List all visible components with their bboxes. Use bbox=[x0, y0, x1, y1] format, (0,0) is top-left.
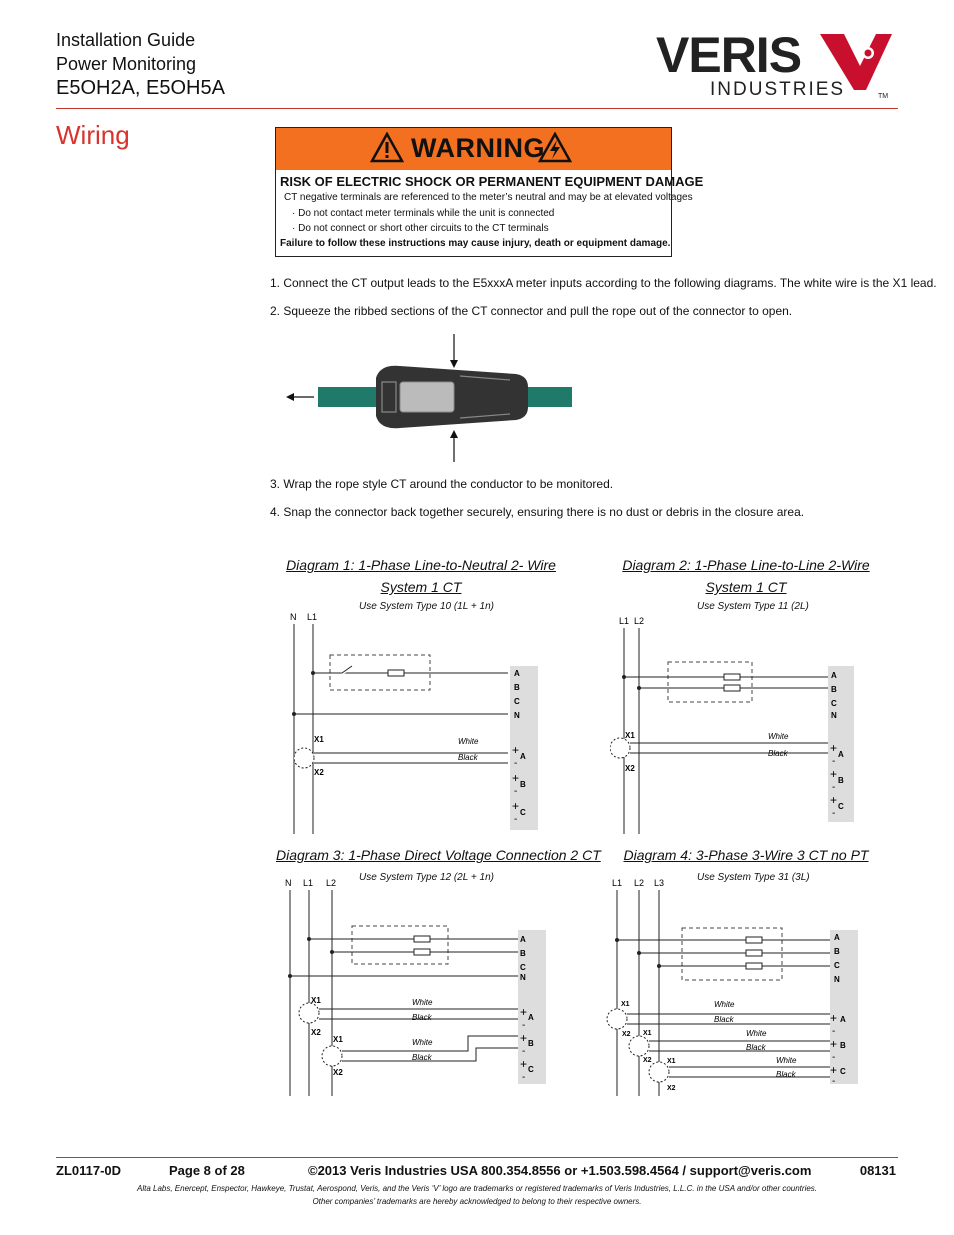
svg-text:-: - bbox=[522, 1046, 526, 1057]
svg-text:-: - bbox=[522, 1020, 526, 1031]
section-title: Wiring bbox=[56, 120, 130, 150]
wire-label-white: White bbox=[458, 737, 479, 746]
fuse-icon bbox=[414, 949, 430, 955]
line-label-l2: L2 bbox=[634, 878, 645, 888]
x1-label: X1 bbox=[333, 1035, 343, 1044]
svg-text:C: C bbox=[528, 1065, 534, 1074]
svg-text:+: + bbox=[520, 1031, 528, 1045]
caution-triangle-icon bbox=[370, 132, 404, 164]
terminal-n: N bbox=[514, 711, 520, 720]
squeeze-arrow-icon bbox=[450, 360, 458, 368]
line-label-l2: L2 bbox=[326, 878, 337, 888]
wire-label-white: White bbox=[412, 998, 433, 1007]
ct-connector-illustration bbox=[280, 330, 580, 464]
diagram-4-system-type: Use System Type 31 (3L) bbox=[697, 872, 810, 883]
pull-arrow-icon bbox=[286, 393, 294, 401]
svg-text:-: - bbox=[514, 814, 518, 825]
fuse-icon bbox=[746, 937, 762, 943]
svg-text:C: C bbox=[831, 699, 837, 708]
wiring-diagram-4 bbox=[606, 876, 866, 1096]
trademark-line: Alta Labs, Enercept, Enspector, Hawkeye, Trustat, Aerospond, Veris, and the Veris ‘V’ logo are trademarks or registered trademarks of Veris Industries, L.L.C. in the USA and/or other countries. bbox=[136, 1184, 818, 1193]
svg-text:+: + bbox=[830, 1063, 838, 1077]
trademark-line: Other companies’ trademarks are hereby acknowledged to belong to their respective owners. bbox=[312, 1197, 642, 1206]
x1-label: X1 bbox=[314, 735, 324, 744]
svg-text:-: - bbox=[832, 756, 836, 767]
header-rule bbox=[56, 108, 898, 109]
terminal-n: N bbox=[831, 711, 837, 720]
svg-text:A: A bbox=[831, 671, 837, 680]
line-label-n: N bbox=[285, 878, 292, 888]
x2-label: X2 bbox=[311, 1028, 321, 1037]
wire-label-white: White bbox=[768, 732, 789, 741]
wiring-diagram-1 bbox=[280, 608, 550, 834]
x1-label: X1 bbox=[625, 731, 635, 740]
svg-text:+: + bbox=[512, 743, 520, 757]
svg-text:-: - bbox=[514, 786, 518, 797]
diagram-3-system-type: Use System Type 12 (2L + 1n) bbox=[359, 872, 494, 883]
svg-text:B: B bbox=[840, 1041, 846, 1050]
fuse-icon bbox=[746, 963, 762, 969]
ct-rope bbox=[318, 387, 378, 407]
doc-number: ZL0117-0D bbox=[56, 1163, 122, 1178]
diagram-2-system-type: Use System Type 11 (2L) bbox=[697, 601, 809, 612]
doc-type: Installation Guide bbox=[56, 30, 196, 50]
diagram-4-title: Diagram 4: 3-Phase 3-Wire 3 CT no PT bbox=[623, 847, 869, 863]
disconnect-box bbox=[668, 662, 752, 702]
line-label-l1: L1 bbox=[619, 616, 630, 626]
wire-label-white: White bbox=[714, 1000, 735, 1009]
wire-label-black: Black bbox=[458, 753, 478, 762]
page-number: Page 8 of 28 bbox=[169, 1163, 245, 1178]
step-3: 3. Wrap the rope style CT around the conductor to be monitored. bbox=[270, 477, 614, 491]
svg-text:-: - bbox=[832, 1026, 836, 1037]
svg-text:-: - bbox=[514, 758, 518, 769]
wiring-diagram-2 bbox=[610, 608, 860, 834]
wire-label-white: White bbox=[412, 1038, 433, 1047]
ct-coil-icon bbox=[610, 738, 630, 758]
diagram-2-title: Diagram 2: 1-Phase Line-to-Line 2-Wire bbox=[622, 557, 870, 573]
ct-coil-icon bbox=[607, 1009, 627, 1029]
svg-text:-: - bbox=[832, 1052, 836, 1063]
ct-coil-icon bbox=[294, 748, 314, 768]
footer-rule bbox=[56, 1157, 898, 1158]
fuse-icon bbox=[414, 936, 430, 942]
ct-coil-icon bbox=[629, 1036, 649, 1056]
svg-text:-: - bbox=[832, 808, 836, 819]
x1-label: X1 bbox=[643, 1030, 652, 1037]
svg-text:+: + bbox=[830, 741, 838, 755]
line-label-l1: L1 bbox=[303, 878, 314, 888]
copyright: ©2013 Veris Industries USA 800.354.8556 or +1.503.598.4564 / support@veris.com bbox=[308, 1163, 812, 1178]
fuse-icon bbox=[724, 685, 740, 691]
veris-logo bbox=[654, 28, 896, 102]
warning-heading: RISK OF ELECTRIC SHOCK OR PERMANENT EQUIPMENT DAMAGE bbox=[280, 174, 704, 189]
svg-text:+: + bbox=[520, 1005, 528, 1019]
svg-text:+: + bbox=[830, 767, 838, 781]
fuse-icon bbox=[746, 950, 762, 956]
svg-text:B: B bbox=[831, 685, 837, 694]
svg-text:A: A bbox=[528, 1013, 534, 1022]
line-label-l1: L1 bbox=[612, 878, 623, 888]
warning-text: CT negative terminals are referenced to the meter’s neutral and may be at elevated voltages bbox=[284, 192, 693, 203]
svg-text:A: A bbox=[838, 750, 844, 759]
svg-text:B: B bbox=[528, 1039, 534, 1048]
svg-text:C: C bbox=[838, 802, 844, 811]
wire-label-black: Black bbox=[768, 749, 788, 758]
svg-text:+: + bbox=[830, 793, 838, 807]
svg-text:+: + bbox=[512, 799, 520, 813]
svg-text:+: + bbox=[520, 1057, 528, 1071]
diagram-1-title: Diagram 1: 1-Phase Line-to-Neutral 2- Wire bbox=[286, 557, 556, 573]
x2-label: X2 bbox=[625, 764, 635, 773]
svg-text:-: - bbox=[832, 1076, 836, 1087]
diagram-2-title-line2: System 1 CT bbox=[705, 579, 787, 595]
svg-text:B: B bbox=[520, 949, 526, 958]
x2-label: X2 bbox=[667, 1085, 676, 1092]
fuse-icon bbox=[724, 674, 740, 680]
model-numbers: E5OH2A, E5OH5A bbox=[56, 77, 225, 99]
squeeze-arrow-icon bbox=[450, 430, 458, 438]
line-label-l3: L3 bbox=[654, 878, 665, 888]
warning-box bbox=[275, 127, 704, 257]
svg-text:A: A bbox=[840, 1015, 846, 1024]
diagram-3-title: Diagram 3: 1-Phase Direct Voltage Connection 2 CT bbox=[276, 847, 601, 863]
electric-shock-icon bbox=[538, 132, 572, 164]
svg-text:+: + bbox=[830, 1037, 838, 1051]
terminal-n: N bbox=[834, 975, 840, 984]
svg-text:A: A bbox=[514, 669, 520, 678]
disconnect-box bbox=[682, 928, 782, 980]
x2-label: X2 bbox=[622, 1031, 631, 1038]
logo-word: VERIS bbox=[656, 28, 802, 83]
svg-text:A: A bbox=[834, 933, 840, 942]
x1-label: X1 bbox=[667, 1058, 676, 1065]
svg-text:C: C bbox=[514, 697, 520, 706]
wire-label-white: White bbox=[746, 1029, 767, 1038]
wire-label-black: Black bbox=[776, 1070, 796, 1079]
warning-banner bbox=[276, 128, 671, 170]
step-4: 4. Snap the connector back together securely, ensuring there is no dust or debris in the closure area. bbox=[270, 505, 805, 519]
diagram-1-title-line2: System 1 CT bbox=[380, 579, 462, 595]
step-2: 2. Squeeze the ribbed sections of the CT connector and pull the rope out of the connector to open. bbox=[270, 304, 793, 318]
x2-label: X2 bbox=[333, 1068, 343, 1077]
svg-text:C: C bbox=[840, 1067, 846, 1076]
ct-coil-icon bbox=[649, 1062, 669, 1082]
logo-sub: INDUSTRIES bbox=[710, 79, 846, 100]
svg-text:B: B bbox=[514, 683, 520, 692]
wiring-diagram-3 bbox=[280, 876, 550, 1096]
svg-text:B: B bbox=[834, 947, 840, 956]
wire-label-black: Black bbox=[714, 1015, 734, 1024]
wire-label-black: Black bbox=[746, 1043, 766, 1052]
warning-bullet: · Do not connect or short other circuits to the CT terminals bbox=[292, 223, 549, 234]
disconnect-box bbox=[352, 926, 448, 964]
svg-text:-: - bbox=[522, 1072, 526, 1083]
svg-text:A: A bbox=[520, 752, 526, 761]
line-label-l1: L1 bbox=[307, 612, 318, 622]
svg-text:B: B bbox=[838, 776, 844, 785]
svg-text:C: C bbox=[520, 808, 526, 817]
ct-coil-icon bbox=[299, 1003, 319, 1023]
svg-text:+: + bbox=[830, 1011, 838, 1025]
wire-label-black: Black bbox=[412, 1053, 432, 1062]
wire-label-white: White bbox=[776, 1056, 797, 1065]
trademark-notice bbox=[56, 1182, 898, 1208]
terminal-n: N bbox=[520, 973, 526, 982]
line-label-l2: L2 bbox=[634, 616, 645, 626]
svg-text:+: + bbox=[512, 771, 520, 785]
x1-label: X1 bbox=[311, 996, 321, 1005]
warning-bullet: · Do not contact meter terminals while the unit is connected bbox=[292, 208, 555, 219]
warning-footer: Failure to follow these instructions may cause injury, death or equipment damage. bbox=[280, 238, 671, 249]
svg-text:C: C bbox=[834, 961, 840, 970]
doc-category: Power Monitoring bbox=[56, 54, 197, 74]
ct-coil-icon bbox=[322, 1046, 342, 1066]
svg-text:B: B bbox=[520, 780, 526, 789]
svg-text:A: A bbox=[520, 935, 526, 944]
x1-label: X1 bbox=[621, 1001, 630, 1008]
wire-label-black: Black bbox=[412, 1013, 432, 1022]
logo-tm: TM bbox=[878, 93, 889, 100]
x2-label: X2 bbox=[314, 768, 324, 777]
fuse-icon bbox=[388, 670, 404, 676]
line-label-n: N bbox=[290, 612, 297, 622]
step-1: 1. Connect the CT output leads to the E5xxxA meter inputs according to the following diagrams. The white wire is the X1 lead. bbox=[270, 276, 937, 290]
document-header bbox=[56, 28, 225, 100]
revision-code: 08131 bbox=[859, 1163, 896, 1178]
svg-text:C: C bbox=[520, 963, 526, 972]
svg-text:-: - bbox=[832, 782, 836, 793]
x2-label: X2 bbox=[643, 1057, 652, 1064]
diagram-1-system-type: Use System Type 10 (1L + 1n) bbox=[359, 601, 494, 612]
warning-word: WARNING bbox=[411, 133, 545, 163]
